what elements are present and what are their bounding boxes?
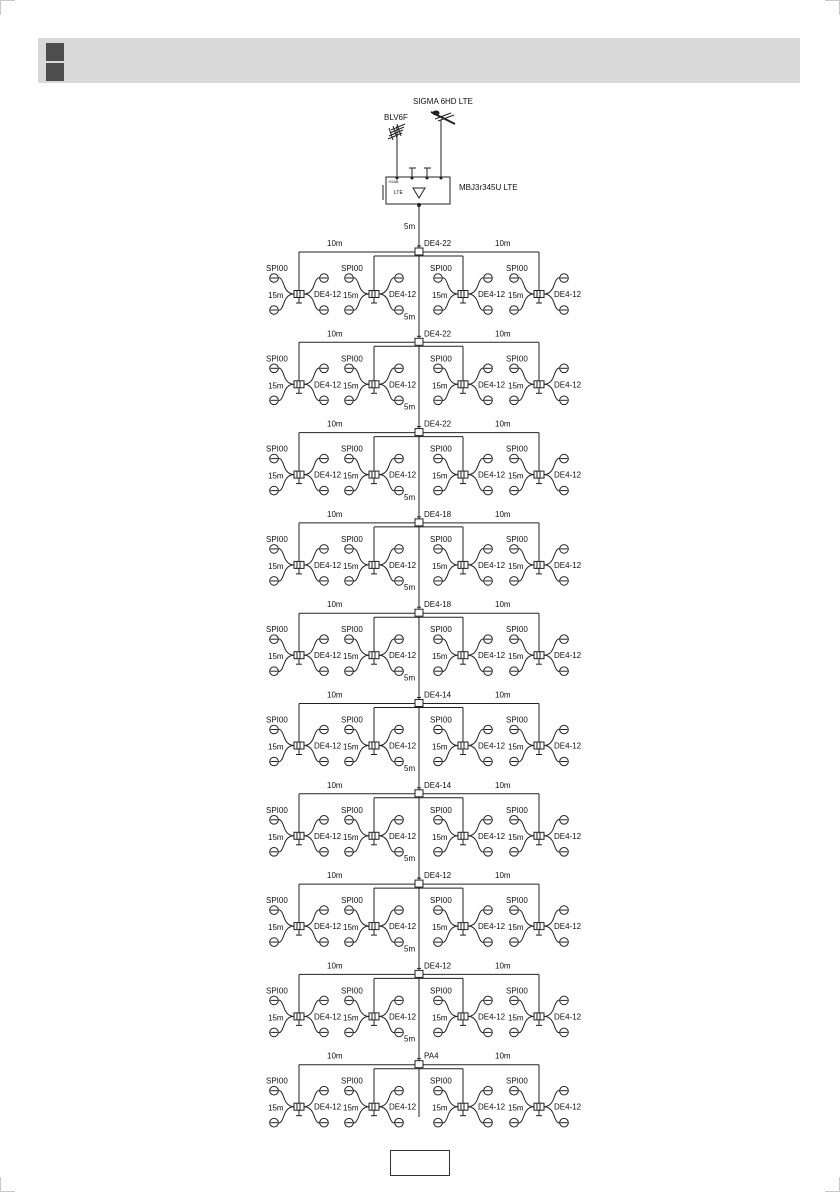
branch-length-label: 10m <box>327 600 343 610</box>
tap-box <box>294 291 304 298</box>
tap-type-label: DE4-12 <box>389 1012 417 1022</box>
branch-length-label: 10m <box>327 509 343 519</box>
branch-length-label: 10m <box>495 329 511 339</box>
outlet-tap <box>506 1077 582 1127</box>
outlet-length-label: 15m <box>268 381 284 391</box>
floor-1 <box>266 222 582 314</box>
outlet-type-label: SPI00 <box>341 354 363 364</box>
outlet-tap <box>506 264 582 314</box>
tap-type-label: DE4-12 <box>554 470 582 480</box>
outlet-type-label: SPI00 <box>506 715 528 725</box>
outlet-length-label: 15m <box>508 1103 524 1113</box>
outlet-type-label: SPI00 <box>341 805 363 815</box>
outlet-length-label: 15m <box>343 742 359 752</box>
outlet-tap <box>341 354 417 404</box>
outlet-length-label: 15m <box>343 471 359 481</box>
outlet-type-label: SPI00 <box>430 264 452 273</box>
tap-box <box>534 291 544 298</box>
tap-box <box>369 923 379 930</box>
outlet-type-label: SPI00 <box>430 1076 452 1086</box>
tap-box <box>369 1013 379 1020</box>
outlet-type-label: SPI00 <box>266 625 288 635</box>
amplifier-label: MBJ3r345U LTE <box>459 183 518 192</box>
tap-type-label: DE4-12 <box>554 741 582 751</box>
outlet-tap <box>430 354 506 404</box>
outlet-type-label: SPI00 <box>266 1076 288 1086</box>
outlet-length-label: 15m <box>268 1013 284 1023</box>
riser-length-label: 5m <box>404 222 416 231</box>
outlet-length-label: 15m <box>343 1013 359 1023</box>
outlet-length-label: 15m <box>508 561 524 571</box>
tap-box <box>534 1103 544 1110</box>
tap-box <box>369 381 379 388</box>
outlet-type-label: SPI00 <box>506 805 528 815</box>
tap-box <box>369 561 379 568</box>
outlet-type-label: SPI00 <box>341 534 363 544</box>
outlet-tap <box>430 716 506 766</box>
tap-box <box>369 471 379 478</box>
outlet-length-label: 15m <box>343 832 359 842</box>
branch-length-label: 10m <box>327 419 343 429</box>
riser-length-label: 5m <box>404 402 416 412</box>
floor-9 <box>266 944 582 1036</box>
outlet-tap <box>506 986 582 1036</box>
outlet-tap <box>266 625 342 675</box>
main-tap <box>415 790 423 797</box>
tap-type-label: DE4-12 <box>554 922 582 932</box>
outlet-length-label: 15m <box>268 652 284 662</box>
branch-length-label: 10m <box>495 239 511 248</box>
main-tap <box>415 609 423 616</box>
main-tap <box>415 880 423 887</box>
main-tap-label: DE4-14 <box>424 780 452 790</box>
outlet-type-label: SPI00 <box>341 715 363 725</box>
tap-box <box>534 381 544 388</box>
outlet-tap <box>341 445 417 495</box>
tap-type-label: DE4-12 <box>389 560 417 570</box>
tap-type-label: DE4-12 <box>314 651 342 661</box>
amplifier-input-label: +DAB <box>388 179 399 184</box>
main-tap <box>415 1061 423 1068</box>
head-end <box>383 97 518 207</box>
main-tap-label: DE4-14 <box>424 690 452 700</box>
outlet-tap <box>266 535 342 585</box>
tap-type-label: DE4-12 <box>478 1012 506 1022</box>
outlet-type-label: SPI00 <box>266 444 288 454</box>
outlet-type-label: SPI00 <box>506 444 528 454</box>
outlet-tap <box>341 264 417 314</box>
tap-type-label: DE4-12 <box>478 380 506 390</box>
tap-box <box>458 832 468 839</box>
tap-box <box>458 561 468 568</box>
outlet-tap <box>506 716 582 766</box>
branch-length-label: 10m <box>495 600 511 610</box>
main-tap-label: PA4 <box>424 1051 439 1061</box>
tap-type-label: DE4-12 <box>314 741 342 751</box>
outlet-length-label: 15m <box>343 1103 359 1113</box>
tap-type-label: DE4-12 <box>478 560 506 570</box>
outlet-type-label: SPI00 <box>506 986 528 996</box>
branch-length-label: 10m <box>495 961 511 971</box>
main-tap <box>415 519 423 526</box>
outlet-length-label: 15m <box>508 1013 524 1023</box>
outlet-type-label: SPI00 <box>430 444 452 454</box>
outlet-type-label: SPI00 <box>506 264 528 273</box>
tap-type-label: DE4-12 <box>554 831 582 841</box>
outlet-tap <box>506 625 582 675</box>
floor-8 <box>266 854 582 946</box>
main-tap <box>415 429 423 436</box>
outlet-length-label: 15m <box>432 1103 448 1113</box>
outlet-type-label: SPI00 <box>266 264 288 273</box>
tap-type-label: DE4-12 <box>478 741 506 751</box>
tap-type-label: DE4-12 <box>478 1102 506 1112</box>
tap-box <box>294 832 304 839</box>
outlet-length-label: 15m <box>508 652 524 662</box>
outlet-length-label: 15m <box>432 652 448 662</box>
outlet-type-label: SPI00 <box>430 896 452 906</box>
main-tap-label: DE4-12 <box>424 961 452 971</box>
floor-2 <box>266 312 582 404</box>
tap-box <box>369 742 379 749</box>
tap-type-label: DE4-12 <box>478 831 506 841</box>
branch-length-label: 10m <box>495 690 511 700</box>
outlet-tap <box>341 535 417 585</box>
outlet-tap <box>430 535 506 585</box>
tap-type-label: DE4-12 <box>389 831 417 841</box>
outlet-tap <box>266 354 342 404</box>
branch-length-label: 10m <box>327 961 343 971</box>
tap-type-label: DE4-12 <box>389 741 417 751</box>
tap-box <box>294 1103 304 1110</box>
tap-type-label: DE4-12 <box>554 1012 582 1022</box>
branch-length-label: 10m <box>495 780 511 790</box>
outlet-type-label: SPI00 <box>341 1076 363 1086</box>
outlet-tap <box>266 1077 342 1127</box>
tap-type-label: DE4-12 <box>554 560 582 570</box>
tap-box <box>294 742 304 749</box>
outlet-type-label: SPI00 <box>430 625 452 635</box>
tap-type-label: DE4-12 <box>478 290 506 299</box>
tap-type-label: DE4-12 <box>389 290 417 299</box>
outlet-type-label: SPI00 <box>430 354 452 364</box>
terrestrial-antenna-label: BLV6F <box>384 113 408 122</box>
outlet-type-label: SPI00 <box>266 986 288 996</box>
tap-type-label: DE4-12 <box>314 380 342 390</box>
outlet-tap <box>266 806 342 856</box>
outlet-tap <box>266 264 342 314</box>
tap-box <box>534 1013 544 1020</box>
main-tap <box>415 248 423 255</box>
outlet-tap <box>506 806 582 856</box>
tap-type-label: DE4-12 <box>478 651 506 661</box>
tap-type-label: DE4-12 <box>554 290 582 299</box>
outlet-tap <box>341 625 417 675</box>
outlet-length-label: 15m <box>268 561 284 571</box>
outlet-type-label: SPI00 <box>341 896 363 906</box>
outlet-tap <box>266 716 342 766</box>
tap-type-label: DE4-12 <box>314 560 342 570</box>
outlet-length-label: 15m <box>343 291 359 300</box>
outlet-type-label: SPI00 <box>266 805 288 815</box>
main-tap-label: DE4-12 <box>424 871 452 881</box>
outlet-type-label: SPI00 <box>506 896 528 906</box>
amplifier-lte-label: LTE <box>394 190 403 196</box>
tap-box <box>294 1013 304 1020</box>
outlet-tap <box>430 625 506 675</box>
tap-type-label: DE4-12 <box>389 922 417 932</box>
tap-box <box>369 652 379 659</box>
outlet-tap <box>430 1077 506 1127</box>
outlet-tap <box>430 806 506 856</box>
outlet-length-label: 15m <box>268 1103 284 1113</box>
tap-type-label: DE4-12 <box>314 1102 342 1112</box>
tap-box <box>534 471 544 478</box>
branch-length-label: 10m <box>327 780 343 790</box>
tap-type-label: DE4-12 <box>389 380 417 390</box>
tap-type-label: DE4-12 <box>389 1102 417 1112</box>
tap-box <box>458 1013 468 1020</box>
tap-type-label: DE4-12 <box>554 380 582 390</box>
riser-length-label: 5m <box>404 583 416 593</box>
main-tap-label: DE4-18 <box>424 509 452 519</box>
outlet-tap <box>430 445 506 495</box>
tap-box <box>369 1103 379 1110</box>
tap-type-label: DE4-12 <box>314 470 342 480</box>
outlet-tap <box>430 896 506 946</box>
riser-length-label: 5m <box>404 492 416 502</box>
branch-length-label: 10m <box>327 239 343 248</box>
outlet-type-label: SPI00 <box>430 534 452 544</box>
riser-length-label: 5m <box>404 312 416 322</box>
main-tap <box>415 700 423 707</box>
riser-length-label: 5m <box>404 673 416 683</box>
outlet-length-label: 15m <box>268 291 284 300</box>
outlet-length-label: 15m <box>508 742 524 752</box>
tap-box <box>534 832 544 839</box>
outlet-tap <box>341 1077 417 1127</box>
main-tap-label: DE4-18 <box>424 600 452 610</box>
tap-type-label: DE4-12 <box>554 651 582 661</box>
main-tap-label: DE4-22 <box>424 419 452 429</box>
outlet-length-label: 15m <box>432 471 448 481</box>
tap-box <box>458 471 468 478</box>
tap-type-label: DE4-12 <box>389 470 417 480</box>
outlet-type-label: SPI00 <box>266 354 288 364</box>
tap-box <box>458 923 468 930</box>
outlet-length-label: 15m <box>268 471 284 481</box>
floor-7 <box>266 764 582 856</box>
outlet-type-label: SPI00 <box>430 986 452 996</box>
outlet-tap <box>506 445 582 495</box>
outlet-type-label: SPI00 <box>266 715 288 725</box>
riser-length-label: 5m <box>404 944 416 954</box>
tap-box <box>294 561 304 568</box>
outlet-tap <box>266 986 342 1036</box>
lte-antenna-label: SIGMA 6HD LTE <box>413 97 473 106</box>
floor-10 <box>266 1035 582 1127</box>
amplifier <box>383 168 450 207</box>
outlet-tap <box>430 986 506 1036</box>
outlet-length-label: 15m <box>508 471 524 481</box>
tap-box <box>294 381 304 388</box>
branch-length-label: 10m <box>327 1051 343 1061</box>
branch-length-label: 10m <box>327 871 343 881</box>
outlet-length-label: 15m <box>432 381 448 391</box>
floor-6 <box>266 674 582 766</box>
outlet-length-label: 15m <box>508 923 524 933</box>
outlet-tap <box>341 716 417 766</box>
tap-box <box>294 923 304 930</box>
outlet-tap <box>506 896 582 946</box>
riser-length-label: 5m <box>404 763 416 773</box>
tap-box <box>294 471 304 478</box>
outlet-type-label: SPI00 <box>506 1076 528 1086</box>
tap-type-label: DE4-12 <box>314 1012 342 1022</box>
outlet-tap <box>266 445 342 495</box>
outlet-type-label: SPI00 <box>341 986 363 996</box>
branch-length-label: 10m <box>495 509 511 519</box>
riser-length-label: 5m <box>404 1034 416 1044</box>
outlet-tap <box>341 896 417 946</box>
outlet-length-label: 15m <box>508 381 524 391</box>
outlet-length-label: 15m <box>343 561 359 571</box>
tap-type-label: DE4-12 <box>314 290 342 299</box>
tap-box <box>294 652 304 659</box>
outlet-tap <box>341 986 417 1036</box>
outlet-length-label: 15m <box>343 923 359 933</box>
outlet-length-label: 15m <box>268 832 284 842</box>
tap-box <box>458 1103 468 1110</box>
tap-box <box>458 381 468 388</box>
tap-type-label: DE4-12 <box>478 922 506 932</box>
outlet-length-label: 15m <box>343 652 359 662</box>
outlet-type-label: SPI00 <box>506 354 528 364</box>
outlet-type-label: SPI00 <box>506 625 528 635</box>
outlet-length-label: 15m <box>268 923 284 933</box>
page-number-box <box>390 1150 450 1176</box>
outlet-length-label: 15m <box>432 561 448 571</box>
tap-type-label: DE4-12 <box>554 1102 582 1112</box>
outlet-length-label: 15m <box>432 742 448 752</box>
branch-length-label: 10m <box>327 690 343 700</box>
main-tap <box>415 338 423 345</box>
outlet-type-label: SPI00 <box>341 625 363 635</box>
floor-4 <box>266 493 582 585</box>
tap-box <box>534 652 544 659</box>
outlet-type-label: SPI00 <box>430 805 452 815</box>
tap-type-label: DE4-12 <box>314 922 342 932</box>
outlet-type-label: SPI00 <box>266 534 288 544</box>
lte-antenna <box>431 111 455 179</box>
riser-length-label: 5m <box>404 854 416 864</box>
outlet-length-label: 15m <box>432 832 448 842</box>
outlet-type-label: SPI00 <box>266 896 288 906</box>
tap-box <box>458 652 468 659</box>
floor-3 <box>266 403 582 495</box>
main-tap <box>415 970 423 977</box>
branch-length-label: 10m <box>495 1051 511 1061</box>
outlet-tap <box>266 896 342 946</box>
tap-box <box>534 923 544 930</box>
main-tap-label: DE4-22 <box>424 239 452 248</box>
branch-length-label: 10m <box>327 329 343 339</box>
outlet-length-label: 15m <box>343 381 359 391</box>
outlet-type-label: SPI00 <box>341 264 363 273</box>
tap-box <box>458 742 468 749</box>
tap-box <box>534 561 544 568</box>
outlet-tap <box>341 806 417 856</box>
outlet-length-label: 15m <box>432 291 448 300</box>
outlet-type-label: SPI00 <box>341 444 363 454</box>
outlet-tap <box>506 535 582 585</box>
tap-box <box>369 832 379 839</box>
branch-length-label: 10m <box>495 419 511 429</box>
tap-box <box>458 291 468 298</box>
outlet-type-label: SPI00 <box>506 534 528 544</box>
tap-type-label: DE4-12 <box>389 651 417 661</box>
branch-length-label: 10m <box>495 871 511 881</box>
tap-box <box>534 742 544 749</box>
outlet-length-label: 15m <box>268 742 284 752</box>
tap-type-label: DE4-12 <box>314 831 342 841</box>
terrestrial-antenna <box>388 124 405 178</box>
floor-5 <box>266 583 582 675</box>
outlet-tap <box>506 354 582 404</box>
tap-type-label: DE4-12 <box>478 470 506 480</box>
outlet-length-label: 15m <box>508 291 524 300</box>
main-tap-label: DE4-22 <box>424 329 452 339</box>
outlet-type-label: SPI00 <box>430 715 452 725</box>
outlet-length-label: 15m <box>432 923 448 933</box>
outlet-length-label: 15m <box>508 832 524 842</box>
outlet-tap <box>430 264 506 314</box>
outlet-length-label: 15m <box>432 1013 448 1023</box>
tap-box <box>369 291 379 298</box>
